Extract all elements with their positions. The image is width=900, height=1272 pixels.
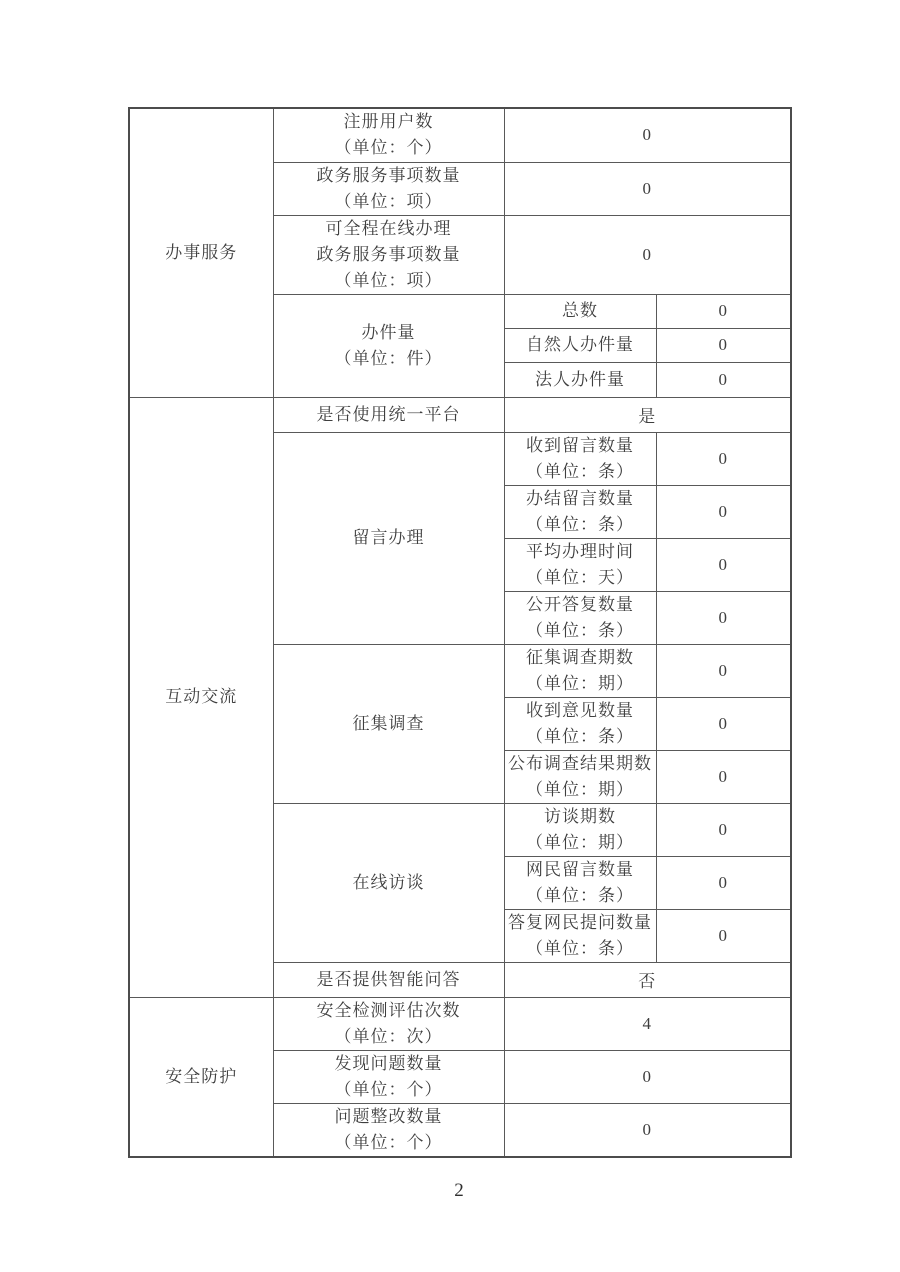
value-cell: 4 xyxy=(504,997,791,1050)
label-line: 办件量 xyxy=(361,322,416,342)
metric-label-cell xyxy=(273,962,504,997)
table-row xyxy=(129,997,791,1050)
label-line: 政务服务事项数量 xyxy=(316,244,461,264)
submetric-label-cell xyxy=(504,432,656,485)
submetric-label-cell xyxy=(504,538,656,591)
label-line: 公布调查结果期数 xyxy=(508,753,652,773)
label-line: 是否使用统一平台 xyxy=(316,404,461,424)
label-line: 总数 xyxy=(562,301,598,320)
label-line: 可全程在线办理 xyxy=(325,218,452,238)
label-line: 留言办理 xyxy=(352,528,425,547)
unit-line: （单位：个） xyxy=(334,1079,443,1099)
label-line: 法人办件量 xyxy=(535,369,625,389)
label-line: 公开答复数量 xyxy=(526,594,634,614)
label-line: 征集调查期数 xyxy=(526,647,634,667)
submetric-label-cell xyxy=(504,750,656,803)
metric-label-cell xyxy=(273,162,504,215)
label-line: 注册用户数 xyxy=(343,112,434,132)
label-line: 收到意见数量 xyxy=(526,700,634,720)
value-cell: 0 xyxy=(656,803,791,856)
unit-line: （单位：条） xyxy=(526,885,634,905)
label-line: 收到留言数量 xyxy=(526,435,634,455)
unit-line: （单位：件） xyxy=(334,348,443,368)
label-line: 自然人办件量 xyxy=(526,335,634,354)
value-cell: 0 xyxy=(504,215,791,294)
value-cell: 0 xyxy=(656,362,791,397)
metric-label-cell xyxy=(273,1103,504,1157)
unit-line: （单位：天） xyxy=(526,567,634,587)
submetric-label-cell xyxy=(504,697,656,750)
value-cell: 0 xyxy=(656,432,791,485)
label-line: 网民留言数量 xyxy=(526,859,634,879)
unit-line: （单位：期） xyxy=(526,673,634,693)
metric-label-cell xyxy=(273,215,504,294)
metric-label-cell xyxy=(273,1050,504,1103)
value-cell: 0 xyxy=(656,697,791,750)
value-cell: 0 xyxy=(504,162,791,215)
submetric-group-cell xyxy=(273,432,504,644)
value-cell: 0 xyxy=(656,644,791,697)
value-cell: 0 xyxy=(656,591,791,644)
submetric-label-cell xyxy=(504,328,656,362)
unit-line: （单位：期） xyxy=(526,779,634,799)
report-table xyxy=(128,107,792,1158)
metric-label-cell xyxy=(273,108,504,162)
group-label: 办事服务 xyxy=(165,242,238,262)
group-cell-anquan xyxy=(129,997,273,1157)
unit-line: （单位：次） xyxy=(334,1026,443,1046)
value-cell: 0 xyxy=(656,485,791,538)
submetric-label-cell xyxy=(504,591,656,644)
table-row xyxy=(129,397,791,432)
metric-label-cell xyxy=(273,997,504,1050)
unit-line: （单位：项） xyxy=(334,191,443,211)
group-cell-hudong xyxy=(129,397,273,997)
unit-line: （单位：期） xyxy=(526,832,634,852)
unit-line: （单位：个） xyxy=(334,138,443,158)
unit-line: （单位：条） xyxy=(526,461,634,481)
submetric-label-cell xyxy=(504,485,656,538)
value-cell: 0 xyxy=(656,750,791,803)
label-line: 政务服务事项数量 xyxy=(316,165,461,185)
label-line: 安全检测评估次数 xyxy=(316,1000,461,1020)
label-line: 征集调查 xyxy=(352,713,425,733)
submetric-label-cell xyxy=(504,909,656,962)
label-line: 是否提供智能问答 xyxy=(316,969,461,989)
unit-line: （单位：项） xyxy=(334,270,443,290)
unit-line: （单位：条） xyxy=(526,726,634,746)
label-line: 发现问题数量 xyxy=(334,1053,443,1073)
group-label: 互动交流 xyxy=(165,687,238,706)
group-cell-banshi xyxy=(129,108,273,397)
table-row xyxy=(129,108,791,162)
value-cell: 0 xyxy=(504,108,791,162)
submetric-label-cell xyxy=(504,803,656,856)
value-cell: 0 xyxy=(656,909,791,962)
unit-line: （单位：条） xyxy=(526,938,634,958)
unit-line: （单位：个） xyxy=(334,1132,443,1152)
submetric-group-cell xyxy=(273,644,504,803)
submetric-label-cell xyxy=(504,856,656,909)
label-line: 在线访谈 xyxy=(352,872,425,892)
value-cell: 0 xyxy=(656,856,791,909)
submetric-label-cell xyxy=(504,362,656,397)
value-cell: 0 xyxy=(504,1050,791,1103)
group-label: 安全防护 xyxy=(165,1066,238,1086)
value-cell: 0 xyxy=(504,1103,791,1157)
value-cell: 否 xyxy=(504,962,791,997)
page-number: 2 xyxy=(454,1180,464,1201)
label-line: 问题整改数量 xyxy=(334,1106,443,1126)
unit-line: （单位：条） xyxy=(526,620,634,640)
label-line: 访谈期数 xyxy=(544,806,616,826)
value-cell: 是 xyxy=(504,397,791,432)
submetric-group-cell xyxy=(273,803,504,962)
value-cell: 0 xyxy=(656,538,791,591)
metric-label-cell xyxy=(273,397,504,432)
label-line: 答复网民提问数量 xyxy=(508,912,652,932)
unit-line: （单位：条） xyxy=(526,514,634,534)
label-line: 平均办理时间 xyxy=(526,541,634,561)
submetric-label-cell xyxy=(504,644,656,697)
value-cell: 0 xyxy=(656,294,791,328)
value-cell: 0 xyxy=(656,328,791,362)
label-line: 办结留言数量 xyxy=(526,488,634,508)
submetric-group-cell xyxy=(273,294,504,397)
submetric-label-cell xyxy=(504,294,656,328)
